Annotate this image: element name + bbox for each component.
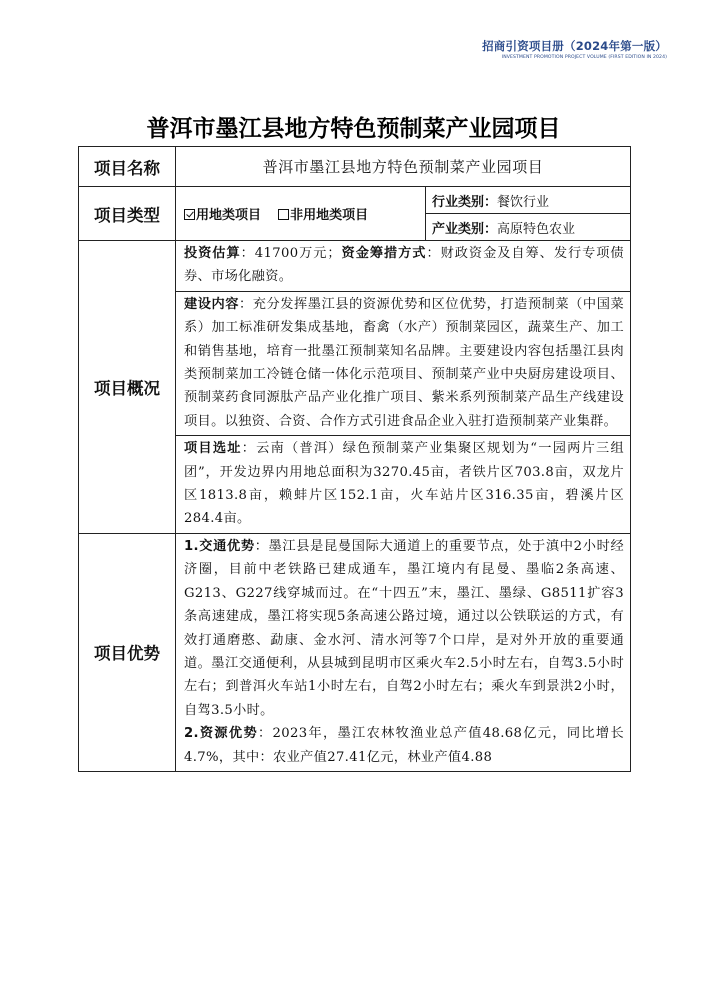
resource-label: 2.资源优势 xyxy=(184,726,258,742)
sector-category-value: 高原特色农业 xyxy=(497,221,576,237)
investment-value: ：41700万元； xyxy=(240,246,341,261)
project-name-value: 普洱市墨江县地方特色预制菜产业园项目 xyxy=(176,147,631,187)
row-investment xyxy=(79,241,631,292)
site-value: ：云南（普洱）绿色预制菜产业集聚区规划为“一园两片三组团”，开发边界内用地总面积为3270.45亩，者铁片区703.8亩，双龙片区1813.8亩，赖蚌片区152.1亩，火车站片区316.35亩，碧溪片区284.4亩。 xyxy=(184,441,624,527)
construction-text xyxy=(176,291,631,435)
industry-category-label: 行业类别： xyxy=(432,194,498,210)
construction-label: 建设内容 xyxy=(184,296,240,312)
funding-label: 资金筹措方式 xyxy=(340,246,427,261)
sector-category xyxy=(426,214,631,241)
row-advantages xyxy=(79,533,631,771)
traffic-label: 1.交通优势 xyxy=(184,538,255,554)
land-checkbox-checked-icon[interactable] xyxy=(184,209,195,220)
document-title: 普洱市墨江县地方特色预制菜产业园项目 xyxy=(146,115,561,142)
construction-value: ：充分发挥墨江县的资源优势和区位优势，打造预制菜（中国菜系）加工标准研发集成基地，畜禽（水产）预制菜园区，蔬菜生产、加工和销售基地，培育一批墨江预制菜知名品牌。主要建设内容包括墨江县肉类预制菜加工冷链仓储一体化示范项目、预制菜产业中央厨房建设项目、预制菜药食同源肽产品产业化推广项目、紫米系列预制菜产品生产线建设项目。以独资、合资、合作方式引进食品企业入驻打造预制菜产业集群。 xyxy=(184,296,624,429)
project-name-label: 项目名称 xyxy=(79,147,176,187)
project-type-options xyxy=(176,187,426,241)
land-option-label: 用地类项目 xyxy=(196,208,262,223)
nonland-checkbox-icon[interactable] xyxy=(278,209,289,220)
industry-category-value: 餐饮行业 xyxy=(497,194,550,210)
advantage-label: 项目优势 xyxy=(79,533,176,771)
row-project-name xyxy=(79,147,631,187)
investment-label: 投资估算 xyxy=(184,246,241,261)
resource-value: ：2023年，墨江农林牧渔业总产值48.68亿元，同比增长4.7%，其中：农业产值27.41亿元，林业产值4.88 xyxy=(184,726,624,765)
investment-text xyxy=(176,241,631,292)
sector-category-label: 产业类别： xyxy=(432,221,498,237)
industry-category xyxy=(426,187,631,214)
site-text xyxy=(176,436,631,534)
brochure-subtitle: INVESTMENT PROMOTION PROJECT VOLUME (FIRST EDITION IN 2024) xyxy=(501,55,667,60)
project-info-table xyxy=(78,146,631,772)
advantage-text xyxy=(176,533,631,771)
nonland-option-label: 非用地类项目 xyxy=(290,208,369,223)
traffic-value: ：墨江县是昆曼国际大通道上的重要节点，处于滇中2小时经济圈，目前中老铁路已建成通车，墨江境内有昆曼、墨临2条高速、G213、G227线穿城而过。在“十四五”末，墨江、墨绿、G8511扩容3条高速建成，墨江将实现5条高速公路过境，通过以公铁联运的方式，有效打通磨憨、勐康、金水河、清水河等7个口岸，是对外开放的重要通道。墨江交通便利，从县城到昆明市区乘火车2.5小时左右，自驾3.5小时左右；到普洱火车站1小时左右，自驾2小时左右；乘火车到景洪2小时，自驾3.5小时。 xyxy=(184,538,624,718)
row-project-type xyxy=(79,187,631,214)
site-label: 项目选址 xyxy=(184,441,242,457)
funding-value: ：财政资金及自筹、发行专项债券、市场化融资。 xyxy=(184,246,624,285)
brochure-title: 招商引资项目册（2024年第一版） xyxy=(482,39,667,53)
project-type-label: 项目类型 xyxy=(79,187,176,241)
resource-paragraph xyxy=(184,722,624,769)
traffic-paragraph xyxy=(184,535,624,722)
overview-label: 项目概况 xyxy=(79,241,176,534)
